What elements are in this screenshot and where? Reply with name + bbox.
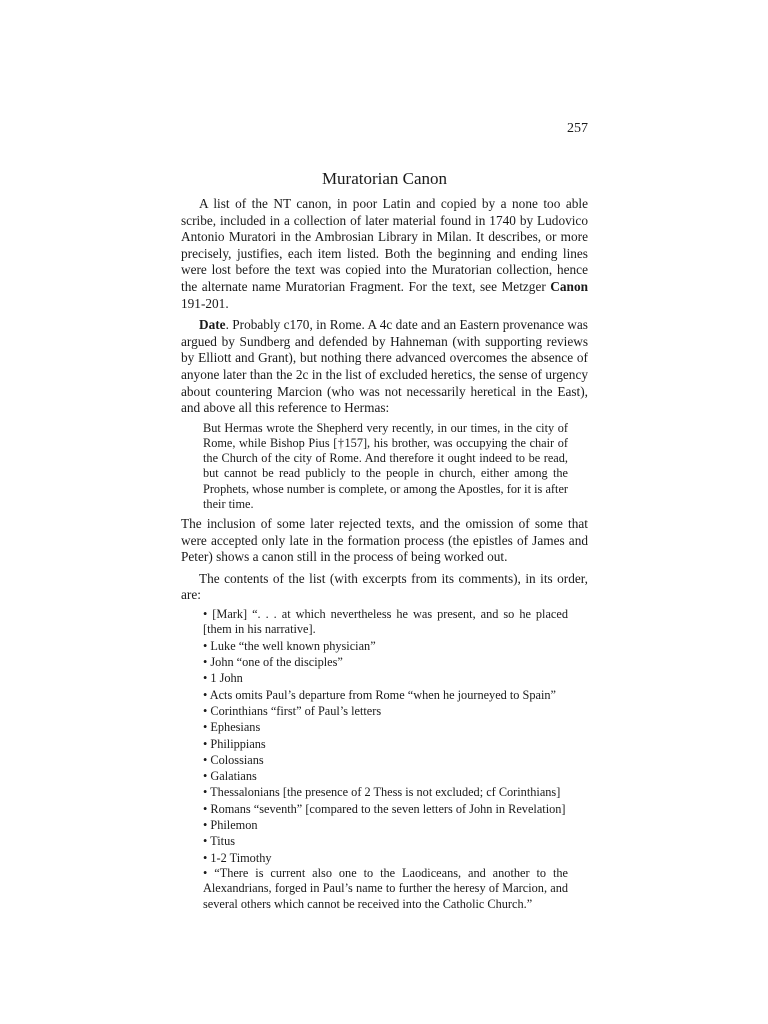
list-intro-paragraph: The contents of the list (with excerpts from its comments), in its order, are: xyxy=(181,570,588,603)
list-item: • Luke “the well known physician” xyxy=(203,638,376,653)
list-item: • Philippians xyxy=(203,736,266,751)
list-item: • John “one of the disciples” xyxy=(203,655,343,670)
list-item: • Colossians xyxy=(203,752,264,767)
list-item: • Thessalonians [the presence of 2 Thess is not excluded; cf Corinthians] xyxy=(203,785,561,800)
date-text: . Probably c170, in Rome. A 4c date and an Eastern provenance was argued by Sundberg and defended by Hahneman (with supporting reviews by Elliott and Grant), but nothing there advanced overcomes the absence of anyone later than the 2c in the list of excluded heretics, the sense of urgency about countering Marcion (who was not necessarily heretical in the East), and above all this reference to Hermas: xyxy=(181,317,588,416)
intro-end-text: 191-201. xyxy=(181,295,229,311)
date-paragraph xyxy=(181,317,588,417)
document-page xyxy=(181,120,588,912)
page-number: 257 xyxy=(567,121,588,136)
list-item: • Romans “seventh” [compared to the seven letters of John in Revelation] xyxy=(203,801,566,816)
intro-text: A list of the NT canon, in poor Latin and copied by a none too able scribe, included in a collection of later material found in 1740 by Ludovico Antonio Muratori in the Ambrosian Library in Milan. It describes, or more precisely, justifies, each item listed. Both the beginning and ending lines were lost before the text was copied into the Muratorian collection, hence the alternate name Muratorian Fragment. For the text, see Metzger xyxy=(181,196,588,294)
list-item: • “There is current also one to the Laodiceans, and another to the Alexandrians, forged in Paul’s name to further the heresy of Marcion, and several others which cannot be received into the Catholic Church.” xyxy=(203,865,568,911)
list-item: • Galatians xyxy=(203,769,257,784)
intro-paragraph xyxy=(181,196,588,312)
date-label: Date xyxy=(199,317,226,333)
intro-bold-ref: Canon xyxy=(550,278,588,294)
list-item: • 1 John xyxy=(203,671,243,686)
list-item: • [Mark] “. . . at which nevertheless he was present, and so he placed [them in his narrative]. xyxy=(203,606,568,637)
list-item: • Acts omits Paul’s departure from Rome “when he journeyed to Spain” xyxy=(203,687,556,702)
contents-list xyxy=(203,607,568,912)
list-item: • 1-2 Timothy xyxy=(203,850,272,865)
list-item: • Ephesians xyxy=(203,720,261,735)
list-item: • Philemon xyxy=(203,817,258,832)
inclusion-paragraph: The inclusion of some later rejected texts, and the omission of some that were accepted only late in the formation process (the epistles of James and Peter) shows a canon still in the process of being worked out. xyxy=(181,515,588,565)
list-item: • Corinthians “first” of Paul’s letters xyxy=(203,703,382,718)
hermas-quote: But Hermas wrote the Shepherd very recently, in our times, in the city of Rome, while Bishop Pius [†157], his brother, was occupying the chair of the Church of the city of Rome. And therefore it ought indeed to be read, but cannot be read publicly to the people in church, either among the Prophets, whose number is complete, or among the Apostles, for it is after their time. xyxy=(203,420,568,511)
list-item: • Titus xyxy=(203,834,236,849)
page-title: Muratorian Canon xyxy=(321,169,448,188)
